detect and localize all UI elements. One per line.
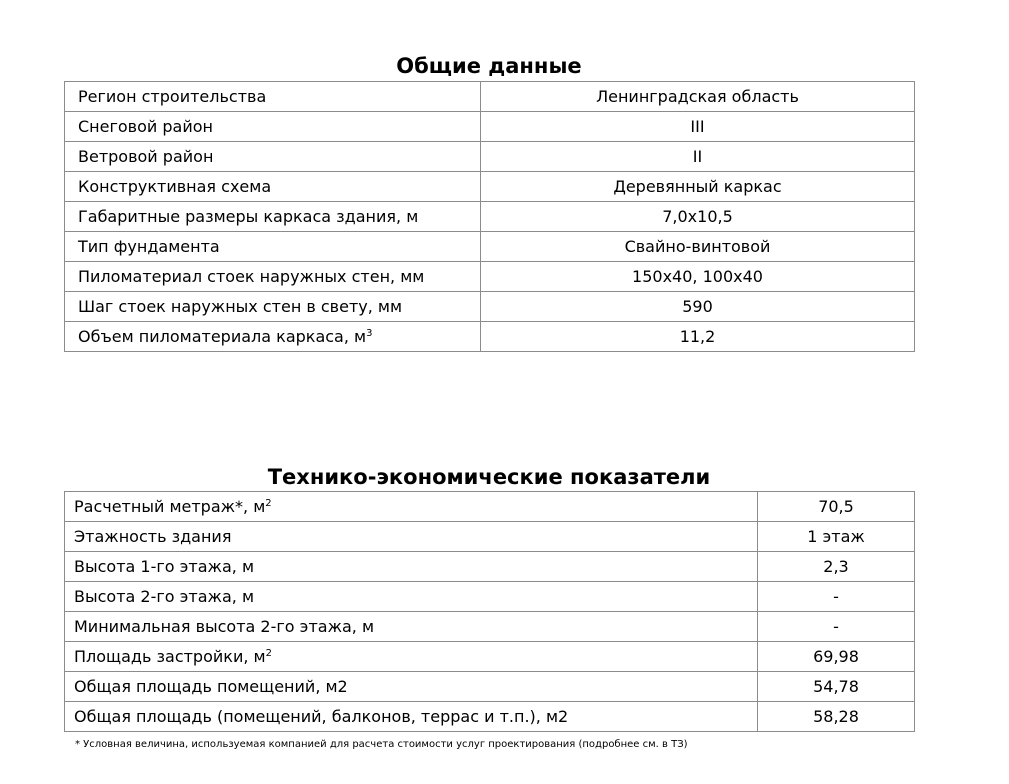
row-label-cell bbox=[65, 322, 481, 352]
row-value: II bbox=[481, 142, 915, 172]
row-label: Ветровой район bbox=[65, 142, 481, 172]
table-row bbox=[65, 292, 915, 322]
row-label: Общая площадь (помещений, балконов, террас и т.п.), м2 bbox=[65, 702, 758, 732]
table-row bbox=[65, 82, 915, 112]
table-row bbox=[65, 552, 915, 582]
row-value: 590 bbox=[481, 292, 915, 322]
table-row bbox=[65, 672, 915, 702]
row-label: Высота 2-го этажа, м bbox=[65, 582, 758, 612]
table-row bbox=[65, 202, 915, 232]
table-row bbox=[65, 172, 915, 202]
general-data-title: Общие данные bbox=[396, 54, 582, 78]
row-label: Пиломатериал стоек наружных стен, мм bbox=[65, 262, 481, 292]
table-row bbox=[65, 262, 915, 292]
indicators-title: Технико-экономические показатели bbox=[267, 465, 711, 489]
table-row bbox=[65, 702, 915, 732]
table-row bbox=[65, 232, 915, 262]
row-value: 1 этаж bbox=[758, 522, 915, 552]
footnote: * Условная величина, используемая компанией для расчета стоимости услуг проектирования (подробнее см. в ТЗ) bbox=[75, 739, 688, 750]
row-value: 70,5 bbox=[758, 492, 915, 522]
row-value: Свайно-винтовой bbox=[481, 232, 915, 262]
row-value: III bbox=[481, 112, 915, 142]
row-label: Общая площадь помещений, м2 bbox=[65, 672, 758, 702]
row-label-cell bbox=[65, 492, 758, 522]
row-label: Тип фундамента bbox=[65, 232, 481, 262]
row-label: Габаритные размеры каркаса здания, м bbox=[65, 202, 481, 232]
row-value: 2,3 bbox=[758, 552, 915, 582]
row-value: 54,78 bbox=[758, 672, 915, 702]
unit-superscript: 2 bbox=[265, 648, 272, 659]
table-row bbox=[65, 522, 915, 552]
general-data-table bbox=[64, 81, 915, 352]
row-value: Ленинградская область bbox=[481, 82, 915, 112]
table-row bbox=[65, 492, 915, 522]
row-value: Деревянный каркас bbox=[481, 172, 915, 202]
row-value: 58,28 bbox=[758, 702, 915, 732]
row-label: Площадь застройки, м bbox=[74, 647, 266, 666]
row-value: 150х40, 100х40 bbox=[481, 262, 915, 292]
table-row bbox=[65, 612, 915, 642]
row-label: Расчетный метраж*, м bbox=[74, 497, 266, 516]
row-value: - bbox=[758, 582, 915, 612]
row-value: 7,0х10,5 bbox=[481, 202, 915, 232]
row-label: Шаг стоек наружных стен в свету, мм bbox=[65, 292, 481, 322]
row-label: Высота 1-го этажа, м bbox=[65, 552, 758, 582]
row-label-cell bbox=[65, 642, 758, 672]
row-label: Конструктивная схема bbox=[65, 172, 481, 202]
unit-superscript: 3 bbox=[366, 328, 373, 339]
table-row bbox=[65, 642, 915, 672]
table-row bbox=[65, 322, 915, 352]
row-value: - bbox=[758, 612, 915, 642]
row-label: Этажность здания bbox=[65, 522, 758, 552]
table-row bbox=[65, 582, 915, 612]
row-value: 11,2 bbox=[481, 322, 915, 352]
table-row bbox=[65, 112, 915, 142]
row-label: Снеговой район bbox=[65, 112, 481, 142]
row-label: Объем пиломатериала каркаса, м bbox=[78, 327, 367, 346]
row-label: Регион строительства bbox=[65, 82, 481, 112]
indicators-table bbox=[64, 491, 915, 732]
row-value: 69,98 bbox=[758, 642, 915, 672]
row-label: Минимальная высота 2-го этажа, м bbox=[65, 612, 758, 642]
unit-superscript: 2 bbox=[265, 498, 272, 509]
table-row bbox=[65, 142, 915, 172]
